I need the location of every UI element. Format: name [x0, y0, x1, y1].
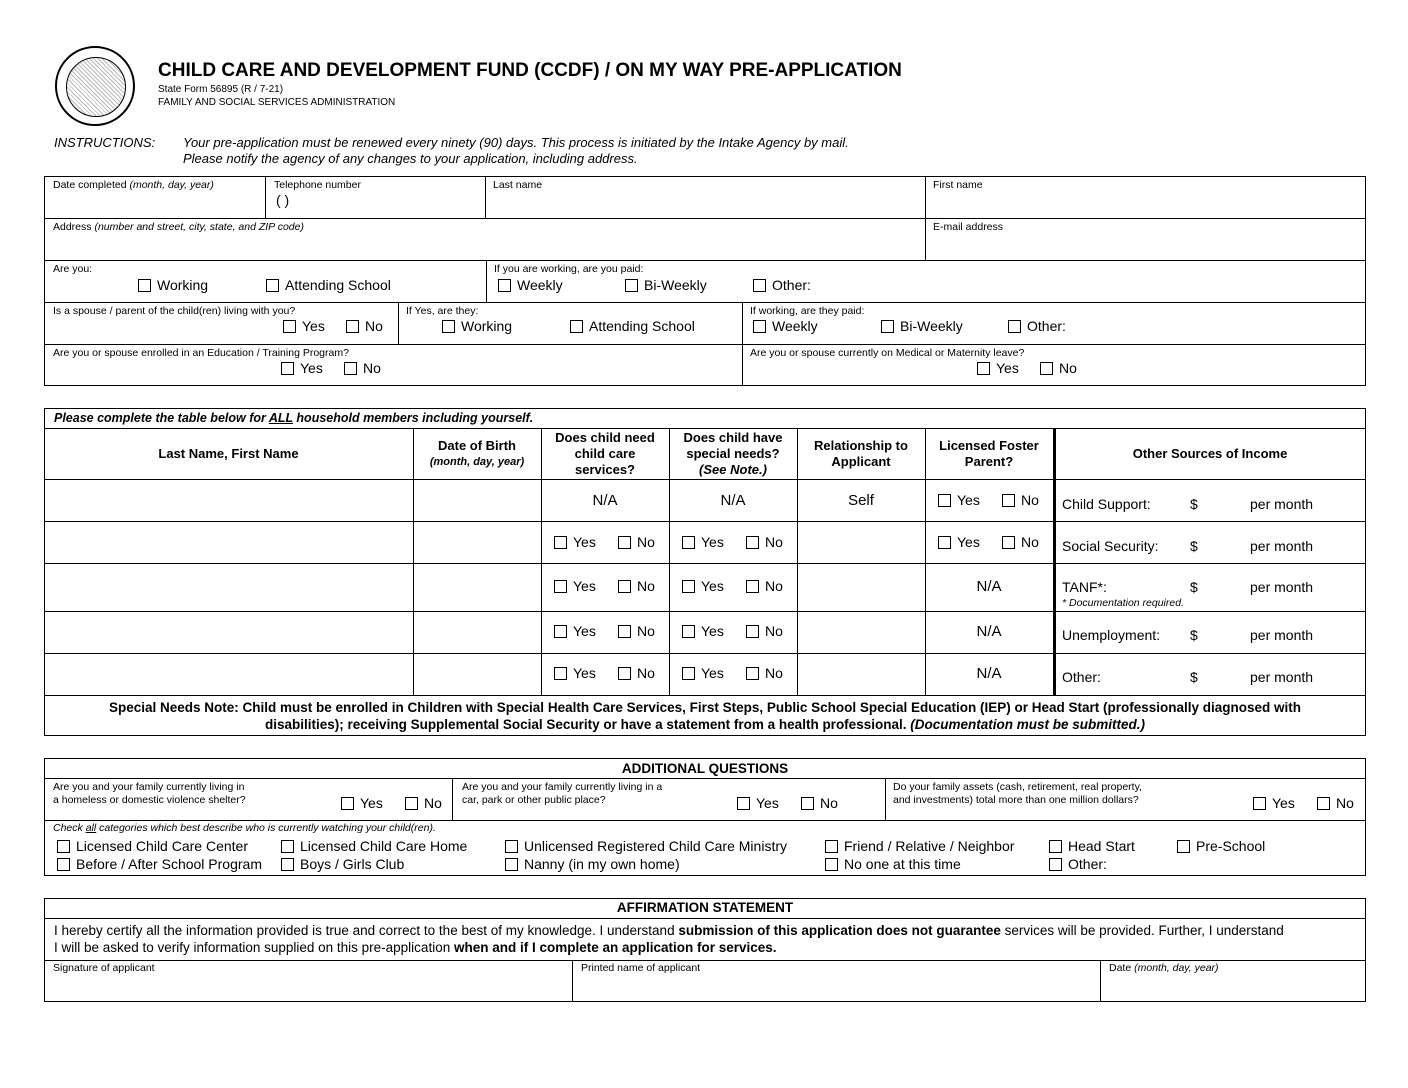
row3-care-yes-checkbox[interactable]: Yes	[554, 578, 596, 594]
affirmation-title: AFFIRMATION STATEMENT	[616, 900, 794, 915]
no-one-checkbox[interactable]: No one at this time	[825, 856, 961, 872]
before-after-school-checkbox[interactable]: Before / After School Program	[57, 856, 262, 872]
assets-yes-checkbox[interactable]: Yes	[1253, 795, 1295, 811]
row3-special-no-checkbox[interactable]: No	[746, 578, 783, 594]
income-dollar-sign: $	[1190, 496, 1198, 512]
income-other-label: Other:	[1062, 669, 1101, 685]
row3-special-yes-checkbox[interactable]: Yes	[682, 578, 724, 594]
licensed-home-checkbox[interactable]: Licensed Child Care Home	[281, 838, 467, 854]
row2-special-no-checkbox[interactable]: No	[746, 534, 783, 550]
col-special-header: Does child have special needs? (See Note.)	[683, 430, 783, 477]
row4-special-yes-checkbox[interactable]: Yes	[682, 623, 724, 639]
row5-special-no-checkbox[interactable]: No	[746, 665, 783, 681]
row4-foster-na: N/A	[976, 623, 1002, 640]
row1-relationship-self: Self	[848, 492, 874, 509]
are-you-label: Are you:	[53, 263, 93, 275]
boys-girls-club-checkbox[interactable]: Boys / Girls Club	[281, 856, 404, 872]
row4-special-no-checkbox[interactable]: No	[746, 623, 783, 639]
row2-foster-yes-checkbox[interactable]: Yes	[938, 534, 980, 550]
row4-care-no-checkbox[interactable]: No	[618, 623, 655, 639]
income-dollar-sign: $	[1190, 538, 1198, 554]
signature-field[interactable]: Signature of applicant	[53, 962, 155, 974]
spouse-question: Is a spouse / parent of the child(ren) living with you?	[53, 305, 296, 317]
tanf-documentation-note: * Documentation required.	[1062, 597, 1184, 609]
spouse-school-checkbox[interactable]: Attending School	[570, 318, 695, 334]
row2-special-yes-checkbox[interactable]: Yes	[682, 534, 724, 550]
public-place-no-checkbox[interactable]: No	[801, 795, 838, 811]
income-dollar-sign: $	[1190, 627, 1198, 643]
income-child-support-label: Child Support:	[1062, 496, 1151, 512]
income-dollar-sign: $	[1190, 669, 1198, 685]
leave-yes-checkbox[interactable]: Yes	[977, 360, 1019, 376]
row2-foster-no-checkbox[interactable]: No	[1002, 534, 1039, 550]
row1-care-na: N/A	[592, 492, 618, 509]
head-start-checkbox[interactable]: Head Start	[1049, 838, 1135, 854]
col-income-header: Other Sources of Income	[1132, 446, 1288, 461]
nanny-checkbox[interactable]: Nanny (in my own home)	[505, 856, 680, 872]
row5-care-yes-checkbox[interactable]: Yes	[554, 665, 596, 681]
paid-biweekly-checkbox[interactable]: Bi-Weekly	[625, 277, 707, 293]
if-yes-label: If Yes, are they:	[406, 305, 479, 317]
paid-weekly-checkbox[interactable]: Weekly	[498, 277, 563, 293]
shelter-question: Are you and your family currently living in a homeless or domestic violence shelter?	[53, 781, 246, 806]
col-care-header: Does child need child care services?	[555, 430, 655, 477]
date-completed-field[interactable]: Date completed (month, day, year)	[53, 179, 214, 191]
income-per-month: per month	[1250, 496, 1314, 512]
row5-special-yes-checkbox[interactable]: Yes	[682, 665, 724, 681]
col-foster-header: Licensed Foster Parent?	[939, 438, 1039, 469]
income-unemployment-label: Unemployment:	[1062, 627, 1161, 643]
spouse-no-checkbox[interactable]: No	[346, 318, 383, 334]
care-categories-instruction: Check all categories which best describe who is currently watching your child(ren).	[53, 822, 436, 834]
row5-foster-na: N/A	[976, 665, 1002, 682]
spouse-yes-checkbox[interactable]: Yes	[283, 318, 325, 334]
income-per-month: per month	[1250, 579, 1314, 595]
row1-foster-yes-checkbox[interactable]: Yes	[938, 492, 980, 508]
household-instruction: Please complete the table below for ALL household members including yourself.	[54, 411, 534, 425]
paid-other-checkbox[interactable]: Other:	[753, 277, 811, 293]
instructions-line-2: Please notify the agency of any changes to your application, including address.	[183, 151, 638, 166]
instructions-label: INSTRUCTIONS:	[54, 135, 156, 150]
unlicensed-ministry-checkbox[interactable]: Unlicensed Registered Child Care Ministry	[505, 838, 787, 854]
first-name-field[interactable]: First name	[933, 179, 983, 191]
assets-question: Do your family assets (cash, retirement, real property, and investments) total more than one million dollars?	[893, 781, 1142, 806]
income-social-security-label: Social Security:	[1062, 538, 1159, 554]
income-per-month: per month	[1250, 627, 1314, 643]
income-per-month: per month	[1250, 538, 1314, 554]
income-dollar-sign: $	[1190, 579, 1198, 595]
row3-care-no-checkbox[interactable]: No	[618, 578, 655, 594]
telephone-field-label: Telephone number	[274, 179, 361, 191]
col-dob-header: Date of Birth (month, day, year)	[429, 438, 525, 468]
income-per-month: per month	[1250, 669, 1314, 685]
attending-school-checkbox[interactable]: Attending School	[266, 277, 391, 293]
special-needs-note: Special Needs Note: Child must be enrolled in Children with Special Health Care Services, First Steps, Public School Special Education (IEP) or Head Start (professionally diagnosed with disabilities); receiving Supplemental Social Security or have a statement from a health professional. (Documentation must be submitted.)	[108, 700, 1301, 732]
public-place-question: Are you and your family currently living in a car, park or other public place?	[462, 781, 663, 806]
pre-school-checkbox[interactable]: Pre-School	[1177, 838, 1265, 854]
email-field[interactable]: E-mail address	[933, 221, 1004, 233]
col-name-header: Last Name, First Name	[158, 446, 299, 461]
row1-special-na: N/A	[720, 492, 746, 509]
income-tanf-label: TANF*:	[1062, 579, 1107, 595]
spouse-other-checkbox[interactable]: Other:	[1008, 318, 1066, 334]
care-other-checkbox[interactable]: Other:	[1049, 856, 1107, 872]
paid-question: If you are working, are you paid:	[494, 263, 644, 275]
they-paid-question: If working, are they paid:	[750, 305, 865, 317]
row2-care-yes-checkbox[interactable]: Yes	[554, 534, 596, 550]
leave-no-checkbox[interactable]: No	[1040, 360, 1077, 376]
last-name-field[interactable]: Last name	[493, 179, 543, 191]
printed-name-field[interactable]: Printed name of applicant	[581, 962, 701, 974]
shelter-yes-checkbox[interactable]: Yes	[341, 795, 383, 811]
leave-question: Are you or spouse currently on Medical or Maternity leave?	[750, 347, 1025, 359]
telephone-field[interactable]: ( )	[276, 192, 290, 208]
spouse-weekly-checkbox[interactable]: Weekly	[753, 318, 818, 334]
shelter-no-checkbox[interactable]: No	[405, 795, 442, 811]
row5-care-no-checkbox[interactable]: No	[618, 665, 655, 681]
spouse-biweekly-checkbox[interactable]: Bi-Weekly	[881, 318, 963, 334]
signature-date-field[interactable]: Date (month, day, year)	[1109, 962, 1219, 974]
instructions-line-1: Your pre-application must be renewed every ninety (90) days. This process is initiated by the Intake Agency by mail.	[183, 135, 849, 150]
spouse-working-checkbox[interactable]: Working	[442, 318, 512, 334]
friend-relative-checkbox[interactable]: Friend / Relative / Neighbor	[825, 838, 1014, 854]
row2-care-no-checkbox[interactable]: No	[618, 534, 655, 550]
working-checkbox[interactable]: Working	[138, 277, 208, 293]
public-place-yes-checkbox[interactable]: Yes	[737, 795, 779, 811]
address-field[interactable]: Address (number and street, city, state, and ZIP code)	[53, 221, 304, 233]
col-relationship-header: Relationship to Applicant	[814, 438, 908, 469]
education-question: Are you or spouse enrolled in an Education / Training Program?	[53, 347, 349, 359]
row4-care-yes-checkbox[interactable]: Yes	[554, 623, 596, 639]
agency-name: FAMILY AND SOCIAL SERVICES ADMINISTRATION	[158, 97, 396, 108]
additional-questions-title: ADDITIONAL QUESTIONS	[621, 761, 789, 776]
education-yes-checkbox[interactable]: Yes	[281, 360, 323, 376]
assets-no-checkbox[interactable]: No	[1317, 795, 1354, 811]
affirmation-text: I hereby certify all the information provided is true and correct to the best of my knowledge. I understand submission of this application does not guarantee services will be provided. Further, I understand I will be asked to verify information supplied on this pre-application when and if I complete an application for services.	[54, 923, 1284, 955]
state-form-number: State Form 56895 (R / 7-21)	[158, 84, 284, 95]
row3-foster-na: N/A	[976, 578, 1002, 595]
licensed-center-checkbox[interactable]: Licensed Child Care Center	[57, 838, 248, 854]
form-title: CHILD CARE AND DEVELOPMENT FUND (CCDF) / ON MY WAY PRE-APPLICATION	[158, 60, 902, 81]
state-seal-icon	[55, 46, 135, 126]
education-no-checkbox[interactable]: No	[344, 360, 381, 376]
row1-foster-no-checkbox[interactable]: No	[1002, 492, 1039, 508]
